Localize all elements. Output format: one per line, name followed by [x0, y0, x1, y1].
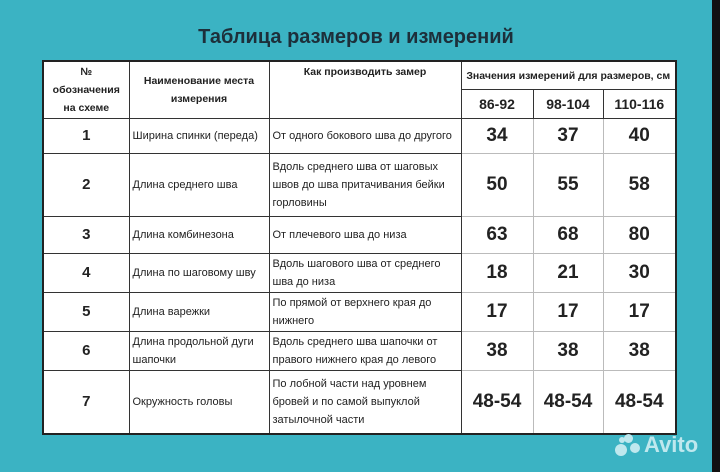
- table-row: [43, 371, 676, 434]
- row-number: 4: [43, 254, 129, 293]
- measure-name: Длина варежки: [129, 293, 269, 332]
- measure-method: По прямой от верхнего края до нижнего: [269, 293, 461, 332]
- measure-name: Длина по шаговому шву: [129, 254, 269, 293]
- row-number: 7: [43, 371, 129, 434]
- measure-value: 30: [603, 254, 676, 293]
- row-number: 5: [43, 293, 129, 332]
- measure-value: 38: [461, 332, 533, 371]
- avito-logo-icon: [615, 434, 641, 456]
- measure-value: 68: [533, 217, 603, 254]
- measure-name: Длина комбинезона: [129, 217, 269, 254]
- measure-value: 48-54: [533, 371, 603, 434]
- measure-value: 80: [603, 217, 676, 254]
- header-how: Как производить замер: [269, 61, 461, 119]
- size-header: 110-116: [603, 90, 676, 119]
- size-header: 86-92: [461, 90, 533, 119]
- measure-name: Ширина спинки (переда): [129, 119, 269, 154]
- row-number: 3: [43, 217, 129, 254]
- measure-value: 17: [533, 293, 603, 332]
- header-num: № обозначения на схеме: [43, 61, 129, 119]
- header-values: Значения измерений для размеров, см: [461, 61, 676, 90]
- measure-value: 55: [533, 154, 603, 217]
- measure-value: 63: [461, 217, 533, 254]
- measure-value: 38: [603, 332, 676, 371]
- measure-value: 34: [461, 119, 533, 154]
- measure-value: 21: [533, 254, 603, 293]
- header-name: Наименование места измерения: [129, 61, 269, 119]
- row-number: 6: [43, 332, 129, 371]
- measure-value: 17: [603, 293, 676, 332]
- measure-value: 18: [461, 254, 533, 293]
- measure-method: По лобной части над уровнем бровей и по самой выпуклой затылочной части: [269, 371, 461, 434]
- table-row: [43, 217, 676, 254]
- measure-method: Вдоль среднего шва от шаговых швов до шва притачивания бейки горловины: [269, 154, 461, 217]
- measure-method: Вдоль среднего шва шапочки от правого нижнего края до левого: [269, 332, 461, 371]
- size-header: 98-104: [533, 90, 603, 119]
- header-row: [43, 61, 676, 90]
- size-table: [42, 60, 677, 435]
- measure-method: Вдоль шагового шва от среднего шва до низа: [269, 254, 461, 293]
- row-number: 1: [43, 119, 129, 154]
- row-number: 2: [43, 154, 129, 217]
- table-row: [43, 332, 676, 371]
- measure-value: 37: [533, 119, 603, 154]
- measure-value: 48-54: [603, 371, 676, 434]
- measure-value: 50: [461, 154, 533, 217]
- measure-value: 48-54: [461, 371, 533, 434]
- measure-name: Длина продольной дуги шапочки: [129, 332, 269, 371]
- table-row: [43, 119, 676, 154]
- measure-name: Окружность головы: [129, 371, 269, 434]
- measure-name: Длина среднего шва: [129, 154, 269, 217]
- measure-value: 17: [461, 293, 533, 332]
- measure-value: 38: [533, 332, 603, 371]
- measure-method: От плечевого шва до низа: [269, 217, 461, 254]
- measure-method: От одного бокового шва до другого: [269, 119, 461, 154]
- avito-watermark: [615, 432, 698, 458]
- page-title: Таблица размеров и измерений: [198, 26, 514, 48]
- measure-value: 58: [603, 154, 676, 217]
- table-row: [43, 293, 676, 332]
- measure-value: 40: [603, 119, 676, 154]
- avito-wordmark: Avito: [644, 432, 699, 457]
- table-row: [43, 154, 676, 217]
- table-row: [43, 254, 676, 293]
- right-edge-strip: [712, 0, 720, 472]
